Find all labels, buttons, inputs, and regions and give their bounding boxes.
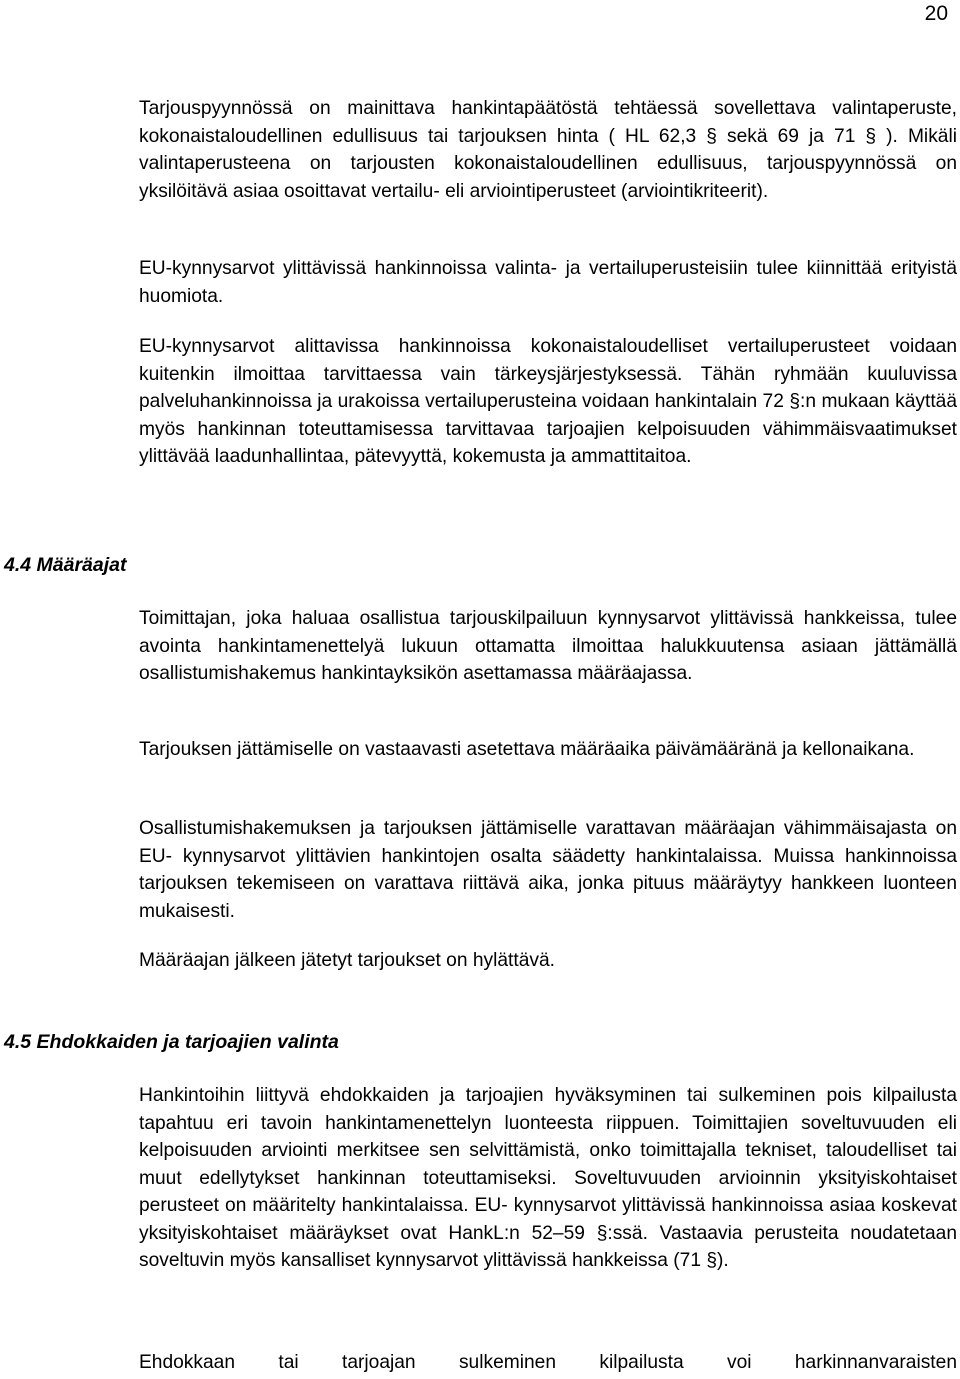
paragraph-selection-criteria: Tarjouspyynnössä on mainittava hankintapäätöstä tehtäessä sovellettava valintaperuste, kokonaistaloudellinen edullisuus tai tarjouksen hinta ( HL 62,3 § sekä 69 ja 71 § ). Mikäli valintaperusteena on tarjousten kokonaistaloudellinen edullisuus, tarjouspyynnössä on yksilöitävä asiaa osoittavat vertailu- eli arviointiperusteet (arviointikriteerit). xyxy=(139,98,957,202)
paragraph-late-tenders: Määräajan jälkeen jätetyt tarjoukset on hylättävä. xyxy=(139,950,555,971)
paragraph-minimum-period: Osallistumishakemuksen ja tarjouksen jättämiselle varattavan määräajan vähimmäisajasta on EU- kynnysarvot ylittävien hankintojen osalta säädetty hankintalaissa. Muissa hankinnoissa tarjouksen tekemiseen on varattava riittävä aika, jonka pituus määräytyy hankkeen luonteen mukaisesti. xyxy=(139,818,957,922)
paragraph-participation: Toimittajan, joka haluaa osallistua tarjouskilpailuun kynnysarvot ylittävissä hankkeissa, tulee avointa hankintamenettelyä lukuun ottamatta ilmoittaa halukkuutensa asiaan jättämällä osallistumishakemus hankintayksikön asettamassa määräajassa. xyxy=(139,608,957,684)
paragraph-suitability-assessment: Hankintoihin liittyvä ehdokkaiden ja tarjoajien hyväksyminen tai sulkeminen pois kilpailusta tapahtuu eri tavoin hankintamenettelyn luonteesta riippuen. Toimittajien soveltuvuuden eli kelpoisuuden arviointi merkitsee sen selvittämistä, onko toimittajalla tekniset, taloudelliset tai muut edellytykset hankinnan toteuttamiseksi. Soveltuvuuden arvioinnin yksityiskohtaiset perusteet on määritelty hankintalaissa. EU- kynnysarvot ylittävissä hankinnoissa asiaa koskevat yksityiskohtaiset määräykset ovat HankL:n 52–59 §:ssä. Vastaavia perusteita noudatetaan soveltuvin myös kansalliset kynnysarvot ylittävissä hankkeissa (71 §). xyxy=(139,1085,957,1271)
section-heading-deadlines: 4.4 Määräajat xyxy=(4,554,127,576)
paragraph-exclusion: Ehdokkaan tai tarjoajan sulkeminen kilpailusta voi harkinnanvaraisten xyxy=(139,1352,957,1373)
paragraph-tender-deadline: Tarjouksen jättämiselle on vastaavasti asetettava määräaika päivämääränä ja kellonaikana. xyxy=(139,739,915,760)
section-heading-candidate-selection: 4.5 Ehdokkaiden ja tarjoajien valinta xyxy=(4,1031,339,1053)
page-number: 20 xyxy=(924,2,948,25)
paragraph-eu-threshold-below: EU-kynnysarvot alittavissa hankinnoissa kokonaistaloudelliset vertailuperusteet voidaan kuitenkin ilmoittaa tarvittaessa vain tärkeysjärjestyksessä. Tähän ryhmään kuuluvissa palveluhankinnoissa ja urakoissa vertailuperusteina voidaan hankintalain 72 §:n mukaan käyttää myös hankinnan toteuttamisessa tarvittavaa tarjoajien kelpoisuuden vähimmäisvaatimukset ylittävää laadunhallintaa, pätevyyttä, kokemusta ja ammattitaitoa. xyxy=(139,336,957,467)
paragraph-eu-threshold-above: EU-kynnysarvot ylittävissä hankinnoissa valinta- ja vertailuperusteisiin tulee kiinnittää erityistä huomiota. xyxy=(139,258,957,307)
